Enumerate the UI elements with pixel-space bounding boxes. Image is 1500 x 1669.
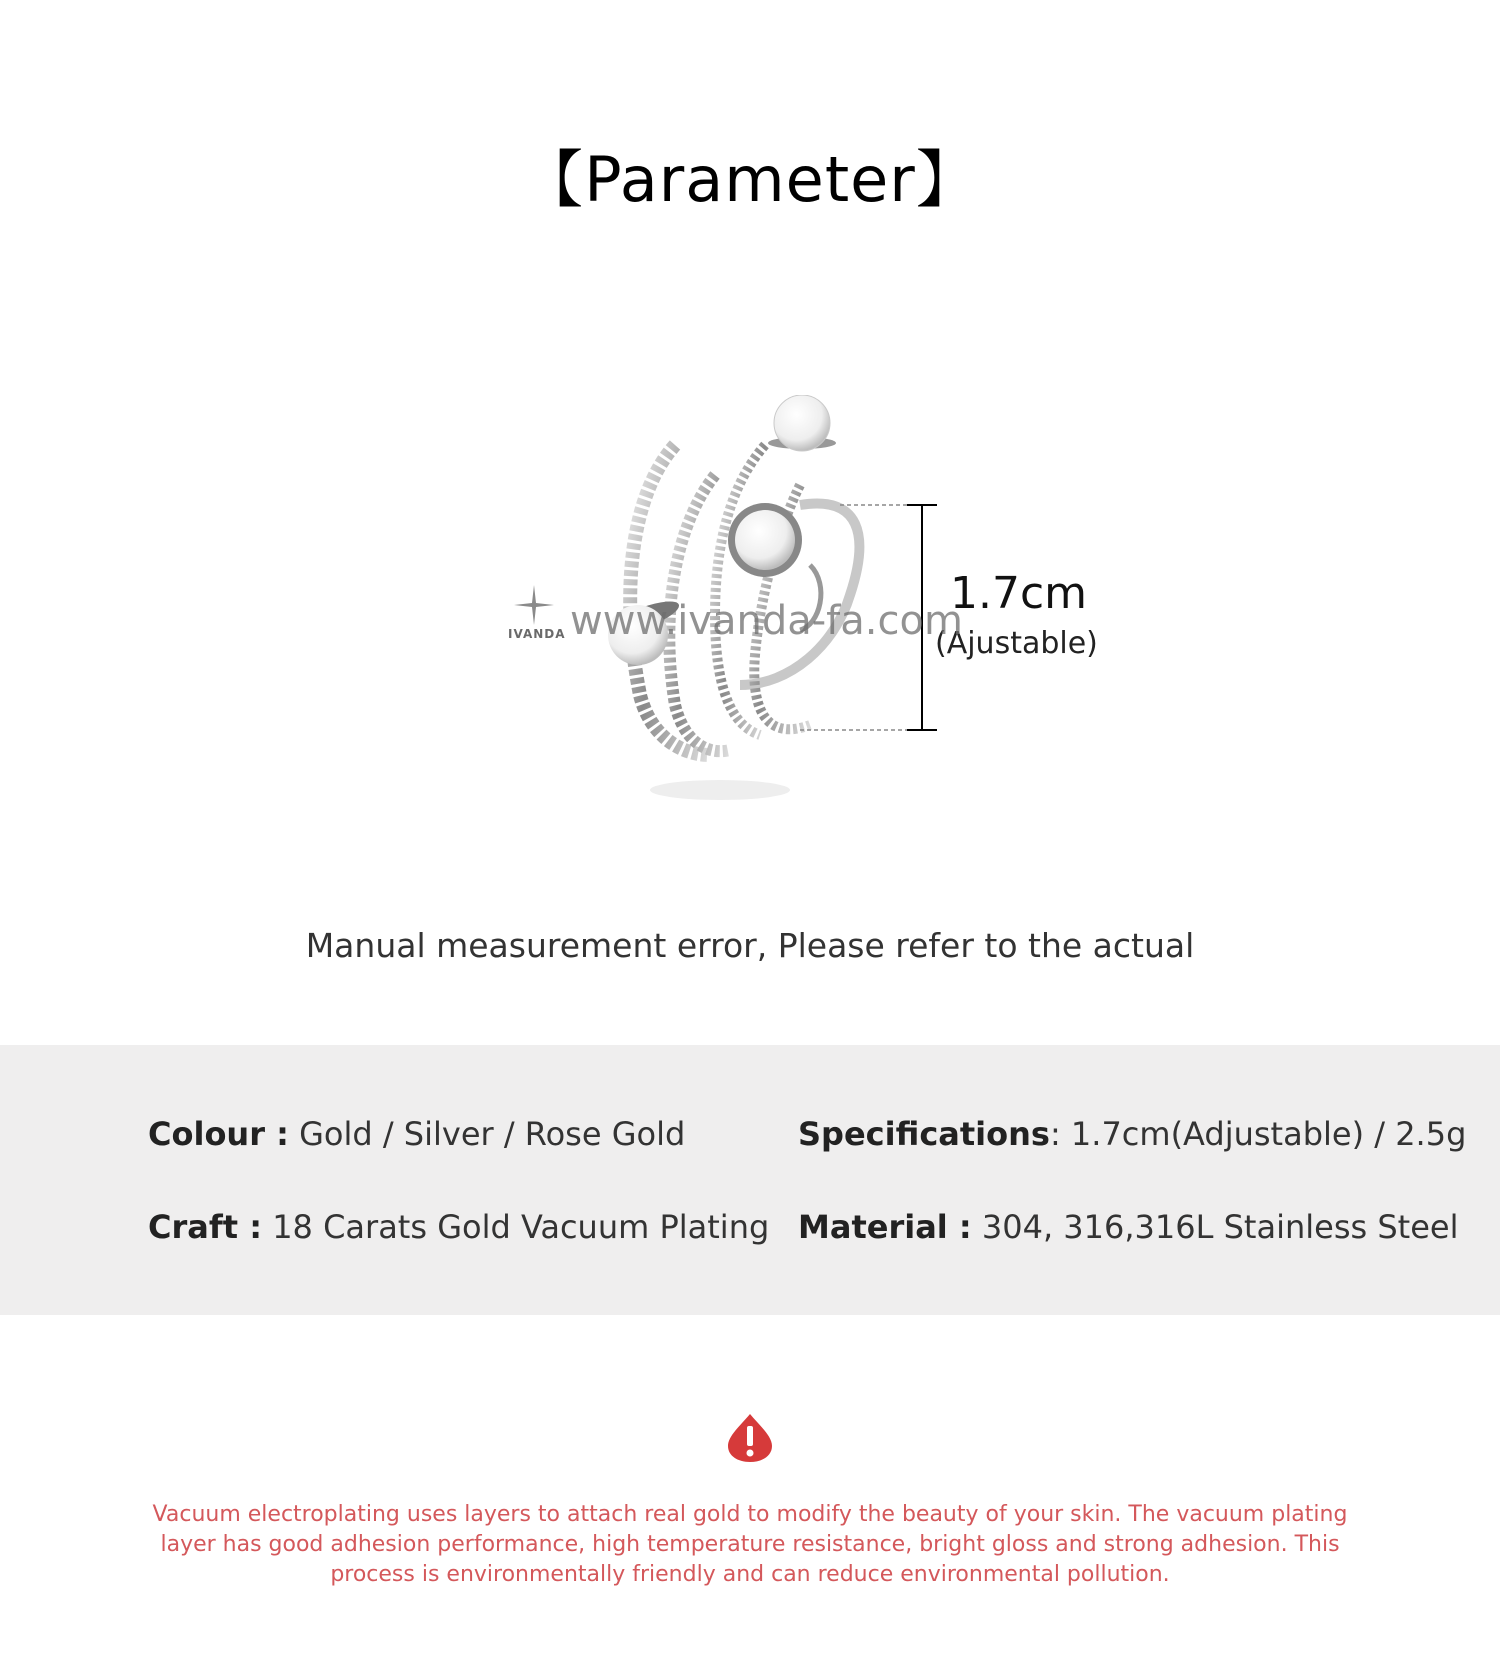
spec-colour: [148, 1115, 685, 1153]
spec-specifications-value: : 1.7cm(Adjustable) / 2.5g: [1049, 1115, 1467, 1153]
watermark-logo: [508, 583, 566, 643]
warning-icon: [726, 1412, 774, 1464]
plating-info-text: Vacuum electroplating uses layers to attach real gold to modify the beauty of your skin. The vacuum plating layer has good adhesion performance, high temperature resistance, bright gloss and strong adhesion. This process is environmentally friendly and can reduce environmental pollution.: [152, 1502, 1348, 1587]
spec-material: [798, 1208, 1458, 1246]
spec-craft: [148, 1208, 769, 1246]
page-title: 【Parameter】: [521, 143, 979, 216]
watermark-brand: IVANDA: [508, 627, 566, 641]
ring-width-value: 1.7cm: [950, 568, 1088, 619]
spec-specifications: [798, 1115, 1466, 1153]
spec-specifications-label: Specifications: [798, 1115, 1050, 1153]
spec-craft-label: Craft :: [148, 1208, 263, 1246]
measurement-note: Manual measurement error, Please refer to the actual: [305, 926, 1195, 965]
spec-colour-value: Gold / Silver / Rose Gold: [299, 1115, 686, 1153]
spec-craft-value: 18 Carats Gold Vacuum Plating: [272, 1208, 770, 1246]
ring-width-note: (Ajustable): [935, 626, 1098, 661]
star-icon: [508, 583, 560, 627]
spec-material-value: 304, 316,316L Stainless Steel: [981, 1208, 1459, 1246]
watermark-url: www.ivanda-fa.com: [570, 598, 963, 644]
spec-panel: [0, 1045, 1500, 1315]
spec-colour-label: Colour :: [148, 1115, 289, 1153]
spec-material-label: Material :: [798, 1208, 972, 1246]
